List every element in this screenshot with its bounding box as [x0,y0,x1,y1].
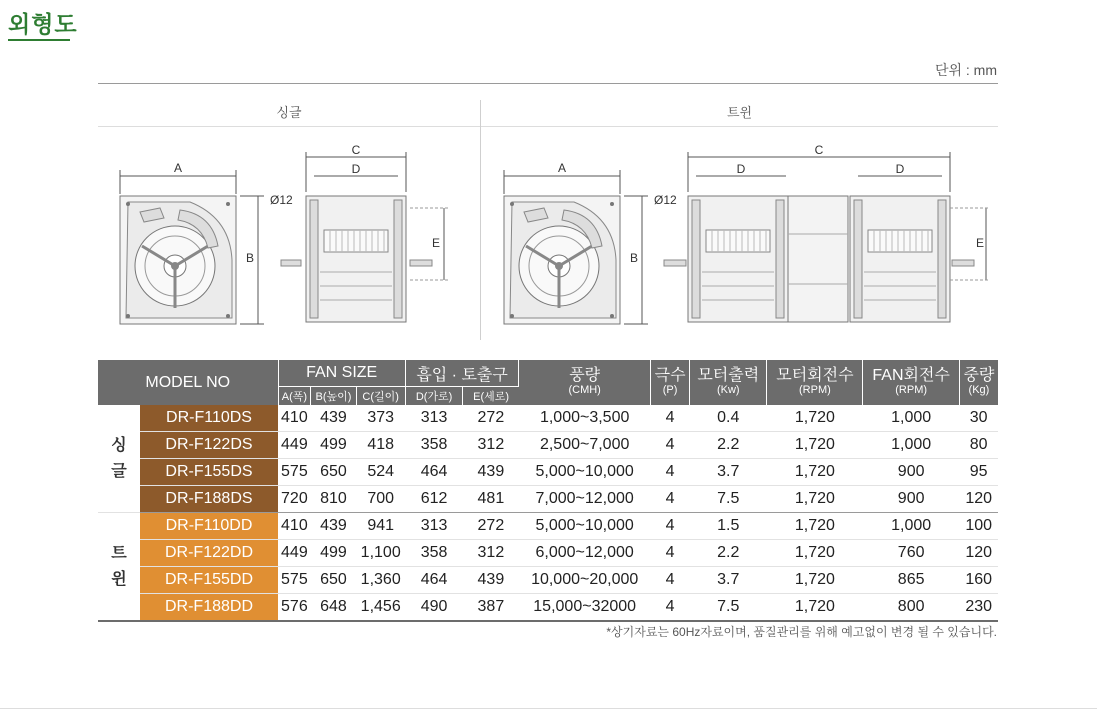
cell-kg: 80 [959,432,998,459]
cell-kw: 3.7 [690,459,767,486]
table-row [98,432,998,459]
port-header: 흡입 · 토출구 [405,360,519,387]
dim-hole-twin: Ø12 [654,193,677,207]
table-row [98,540,998,567]
cell-cmh: 6,000~12,000 [519,540,651,567]
cell-p: 4 [651,567,690,594]
cell-d: 490 [405,594,463,622]
cell-d: 358 [405,432,463,459]
cell-kw: 3.7 [690,567,767,594]
cell-kw: 2.2 [690,432,767,459]
model-cell: DR-F110DS [140,405,278,432]
dim-a-twin: A [557,161,567,175]
cell-d: 464 [405,567,463,594]
cell-cmh: 10,000~20,000 [519,567,651,594]
cell-motor-rpm: 1,720 [767,459,863,486]
group-label-single [98,405,140,513]
cell-e: 481 [463,486,519,513]
cell-a: 410 [278,513,311,540]
cell-kw: 0.4 [690,405,767,432]
cell-fan-rpm: 865 [863,567,959,594]
cell-p: 4 [651,486,690,513]
cell-fan-rpm: 1,000 [863,405,959,432]
weight-header [959,360,998,405]
table-row [98,567,998,594]
cell-motor-rpm: 1,720 [767,432,863,459]
cell-cmh: 7,000~12,000 [519,486,651,513]
weight-header-unit: (Kg) [968,383,990,396]
motor-output-header-unit: (Kw) [716,383,740,396]
motor-rpm-header-label: 모터회전수 [776,366,854,384]
cell-b: 499 [311,432,356,459]
motor-rpm-header-unit: (RPM) [799,383,831,396]
motor-rpm-header [767,360,863,405]
cell-a: 575 [278,459,311,486]
group-label-single-2: 글 [111,462,127,480]
cell-b: 439 [311,513,356,540]
cell-p: 4 [651,540,690,567]
airflow-header [519,360,651,405]
fan-size-a-header: A(폭) [278,387,311,406]
motor-output-header-label: 모터출력 [697,366,760,384]
footnote: *상기자료는 60Hz자료이며, 품질관리를 위해 예고없이 변경 될 수 있습니다. [606,625,997,639]
weight-header-label: 중량 [963,366,995,384]
model-cell: DR-F188DS [140,486,278,513]
single-diagram-label: 싱글 [276,105,302,120]
table-row [98,594,998,622]
cell-kw: 7.5 [690,594,767,622]
cell-fan-rpm: 760 [863,540,959,567]
cell-kg: 95 [959,459,998,486]
table-row [98,459,998,486]
cell-d: 313 [405,405,463,432]
cell-fan-rpm: 800 [863,594,959,622]
cell-e: 387 [463,594,519,622]
cell-b: 648 [311,594,356,622]
diagram-area [98,84,998,354]
model-cell: DR-F110DD [140,513,278,540]
cell-d: 464 [405,459,463,486]
cell-e: 272 [463,405,519,432]
dim-c-twin: C [814,143,824,157]
model-cell: DR-F122DS [140,432,278,459]
cell-cmh: 5,000~10,000 [519,513,651,540]
cell-c: 418 [356,432,405,459]
unit-label: 단위 : mm [934,62,997,78]
cell-cmh: 1,000~3,500 [519,405,651,432]
cell-kg: 160 [959,567,998,594]
model-cell: DR-F188DD [140,594,278,622]
port-e-header: E(세로) [463,387,519,406]
cell-a: 449 [278,540,311,567]
dimension-drawings [98,84,998,354]
cell-p: 4 [651,459,690,486]
cell-fan-rpm: 1,000 [863,513,959,540]
cell-e: 312 [463,432,519,459]
cell-e: 312 [463,540,519,567]
cell-c: 1,360 [356,567,405,594]
cell-motor-rpm: 1,720 [767,513,863,540]
cell-kw: 2.2 [690,540,767,567]
cell-motor-rpm: 1,720 [767,540,863,567]
dim-hole-single: Ø12 [270,193,293,207]
cell-a: 576 [278,594,311,622]
cell-cmh: 15,000~32000 [519,594,651,622]
cell-e: 439 [463,567,519,594]
poles-header-unit: (P) [662,383,678,396]
cell-kg: 30 [959,405,998,432]
cell-c: 1,456 [356,594,405,622]
port-d-header: D(가로) [405,387,463,406]
cell-p: 4 [651,405,690,432]
fan-size-header: FAN SIZE [278,360,405,387]
cell-e: 272 [463,513,519,540]
cell-a: 720 [278,486,311,513]
cell-b: 499 [311,540,356,567]
cell-cmh: 5,000~10,000 [519,459,651,486]
cell-kg: 120 [959,540,998,567]
cell-kg: 120 [959,486,998,513]
title-underline [8,39,70,41]
dim-c-single: C [351,143,361,157]
cell-kg: 100 [959,513,998,540]
cell-b: 810 [311,486,356,513]
fan-rpm-header-label: FAN회전수 [872,366,950,384]
dim-d-twin-left: D [736,162,746,176]
twin-diagram-label: 트윈 [726,105,753,120]
fan-rpm-header [863,360,959,405]
fan-size-b-header: B(높이) [311,387,356,406]
cell-motor-rpm: 1,720 [767,486,863,513]
model-cell: DR-F122DD [140,540,278,567]
dim-a-single: A [173,161,183,175]
cell-p: 4 [651,594,690,622]
poles-header-label: 극수 [654,366,686,384]
cell-d: 358 [405,540,463,567]
cell-fan-rpm: 900 [863,486,959,513]
bottom-divider [0,708,1097,709]
group-label-twin-2: 윈 [111,570,127,588]
dim-d-single: D [351,162,361,176]
dim-b-single: B [245,251,255,265]
cell-d: 612 [405,486,463,513]
group-label-twin-1: 트 [111,544,127,562]
table-row [98,513,998,540]
cell-c: 700 [356,486,405,513]
dim-e-single: E [431,236,441,250]
group-label-single-1: 싱 [111,436,127,454]
cell-a: 449 [278,432,311,459]
dim-d-twin-right: D [895,162,905,176]
airflow-header-unit: (CMH) [568,383,601,396]
cell-b: 650 [311,459,356,486]
cell-c: 1,100 [356,540,405,567]
cell-p: 4 [651,432,690,459]
cell-kg: 230 [959,594,998,622]
model-no-header: MODEL NO [98,360,278,405]
motor-output-header [690,360,767,405]
cell-c: 941 [356,513,405,540]
model-cell: DR-F155DD [140,567,278,594]
cell-cmh: 2,500~7,000 [519,432,651,459]
cell-a: 410 [278,405,311,432]
cell-b: 439 [311,405,356,432]
cell-fan-rpm: 900 [863,459,959,486]
cell-motor-rpm: 1,720 [767,594,863,622]
cell-p: 4 [651,513,690,540]
fan-rpm-header-unit: (RPM) [895,383,928,396]
table-row [98,486,998,513]
cell-c: 373 [356,405,405,432]
poles-header [651,360,690,405]
cell-motor-rpm: 1,720 [767,405,863,432]
cell-kw: 7.5 [690,486,767,513]
cell-fan-rpm: 1,000 [863,432,959,459]
airflow-header-label: 풍량 [569,366,601,384]
page-title: 외형도 [8,11,78,37]
group-label-twin [98,513,140,622]
model-cell: DR-F155DS [140,459,278,486]
cell-a: 575 [278,567,311,594]
cell-b: 650 [311,567,356,594]
table-row [98,405,998,432]
dim-b-twin: B [629,251,639,265]
cell-d: 313 [405,513,463,540]
cell-c: 524 [356,459,405,486]
spec-table [98,360,998,622]
cell-kw: 1.5 [690,513,767,540]
cell-e: 439 [463,459,519,486]
dim-e-twin: E [975,236,985,250]
fan-size-c-header: C(길이) [356,387,405,406]
cell-motor-rpm: 1,720 [767,567,863,594]
